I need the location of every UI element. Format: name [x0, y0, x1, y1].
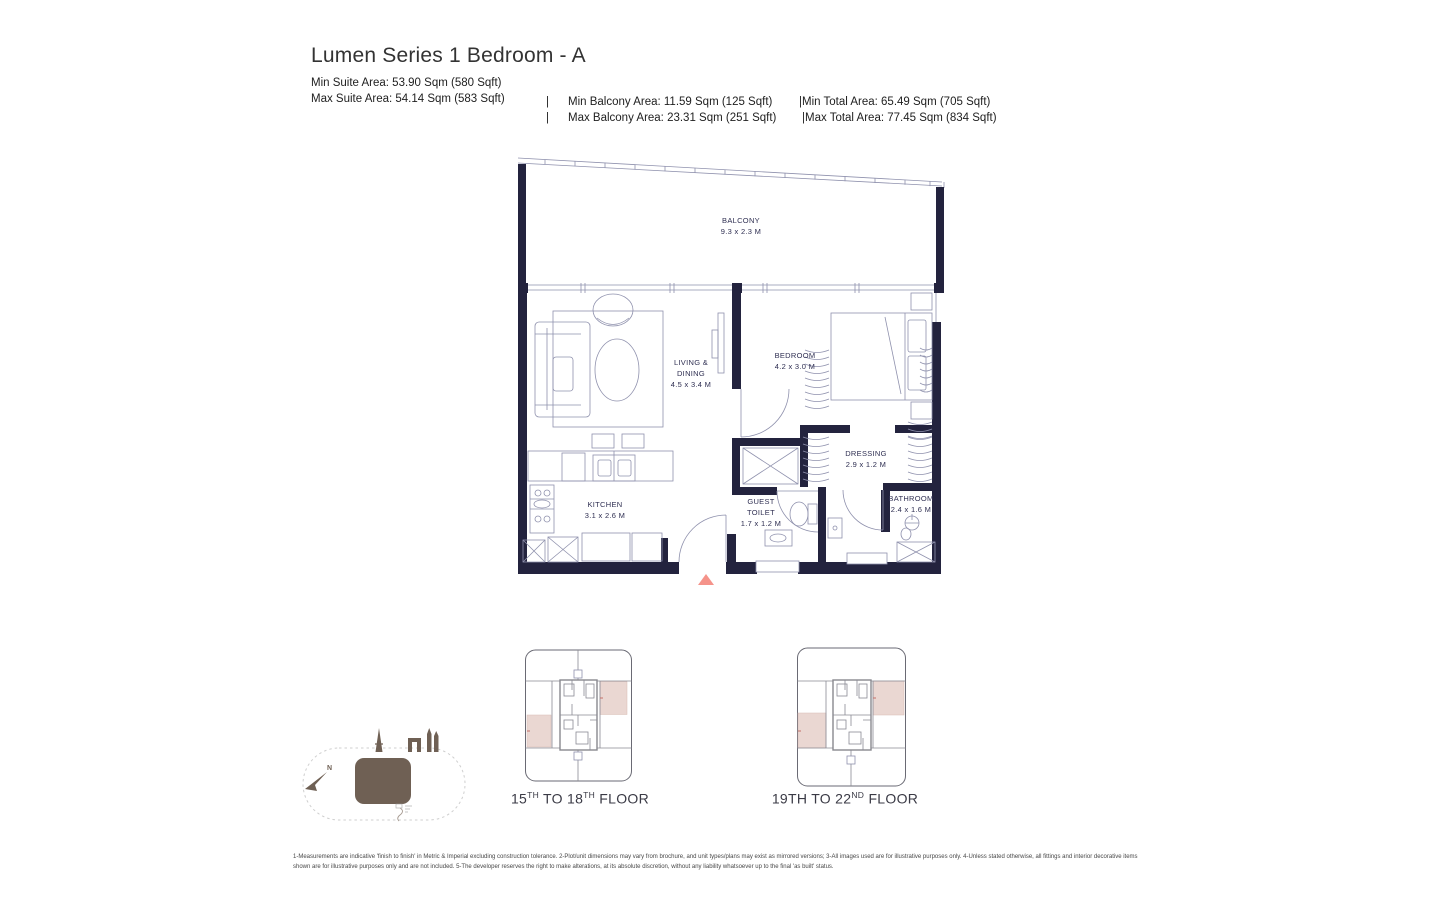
max-total-area: |Max Total Area: 77.45 Sqm (834 Sqft)	[802, 112, 997, 124]
keyplan-15-18-drawing	[524, 646, 634, 786]
keyplan-core	[833, 680, 871, 750]
north-label: N	[327, 765, 333, 772]
page-title: Lumen Series 1 Bedroom - A	[311, 44, 586, 67]
room-label-bathroom: BATHROOM 2.4 x 1.6 M	[888, 494, 934, 514]
room-label-living-dining: LIVING & DINING 4.5 x 3.4 M	[670, 358, 712, 389]
room-label-balcony: BALCONY 9.3 x 2.3 M	[720, 216, 762, 236]
bedroom-furniture	[805, 293, 932, 439]
room-label-dressing: DRESSING 2.9 x 1.2 M	[845, 449, 887, 469]
entrance-arrow-icon	[698, 574, 714, 585]
keyplan-core	[560, 680, 597, 750]
site-map	[293, 722, 478, 832]
logo-mark-icon	[396, 804, 412, 821]
max-balcony-area: Max Balcony Area: 23.31 Sqm (251 Sqft)	[568, 112, 777, 124]
min-suite-area: Min Suite Area: 53.90 Sqm (580 Sqft)	[311, 77, 502, 89]
room-label-bedroom: BEDROOM 4.2 x 3.0 M	[774, 351, 816, 371]
walls	[518, 293, 941, 574]
room-label-guest-toilet: GUEST TOILET 1.7 x 1.2 M	[740, 497, 782, 528]
keyplan-19-22-label: 19TH TO 22ND FLOOR	[771, 790, 919, 807]
min-balcony-area: Min Balcony Area: 11.59 Sqm (125 Sqft)	[568, 96, 773, 108]
floor-plan	[515, 152, 945, 592]
doors	[679, 389, 883, 562]
keyplan-19-22-drawing	[796, 644, 908, 790]
window-wall	[518, 283, 944, 293]
burj-khalifa-icon	[375, 728, 383, 752]
site-map-drawing	[293, 722, 478, 832]
site-building-footprint	[355, 758, 411, 804]
frame-landmark-icon	[408, 738, 421, 752]
keyplan-15-18	[524, 646, 634, 786]
max-suite-area: Max Suite Area: 54.14 Sqm (583 Sqft)	[311, 93, 505, 105]
room-label-kitchen: KITCHEN 3.1 x 2.6 M	[584, 500, 626, 520]
disclaimer-text: 1-Measurements are indicative 'finish to finish' in Metric & Imperial excluding construction tolerance. 2-Plot/unit dimensions may vary from brochure, and unit types/plans may exist as mirrored versions; 3-All images used are for illustrative purposes only. 4-Unless stated otherwise, all fittings and interior decorative items shown are for illustrative purposes only and are not included. 5-The developer reserves the right to make alterations, at its absolute discretion, without any liability whatsoever up to the final 'as built' status.	[293, 854, 1138, 870]
north-arrow-icon	[305, 772, 327, 791]
keyplan-19-22	[796, 644, 908, 790]
min-total-area: |Min Total Area: 65.49 Sqm (705 Sqft)	[799, 96, 991, 108]
separator: |	[546, 112, 549, 124]
keyplan-15-18-label: 15TH TO 18TH FLOOR	[510, 790, 650, 807]
separator: |	[546, 96, 549, 108]
